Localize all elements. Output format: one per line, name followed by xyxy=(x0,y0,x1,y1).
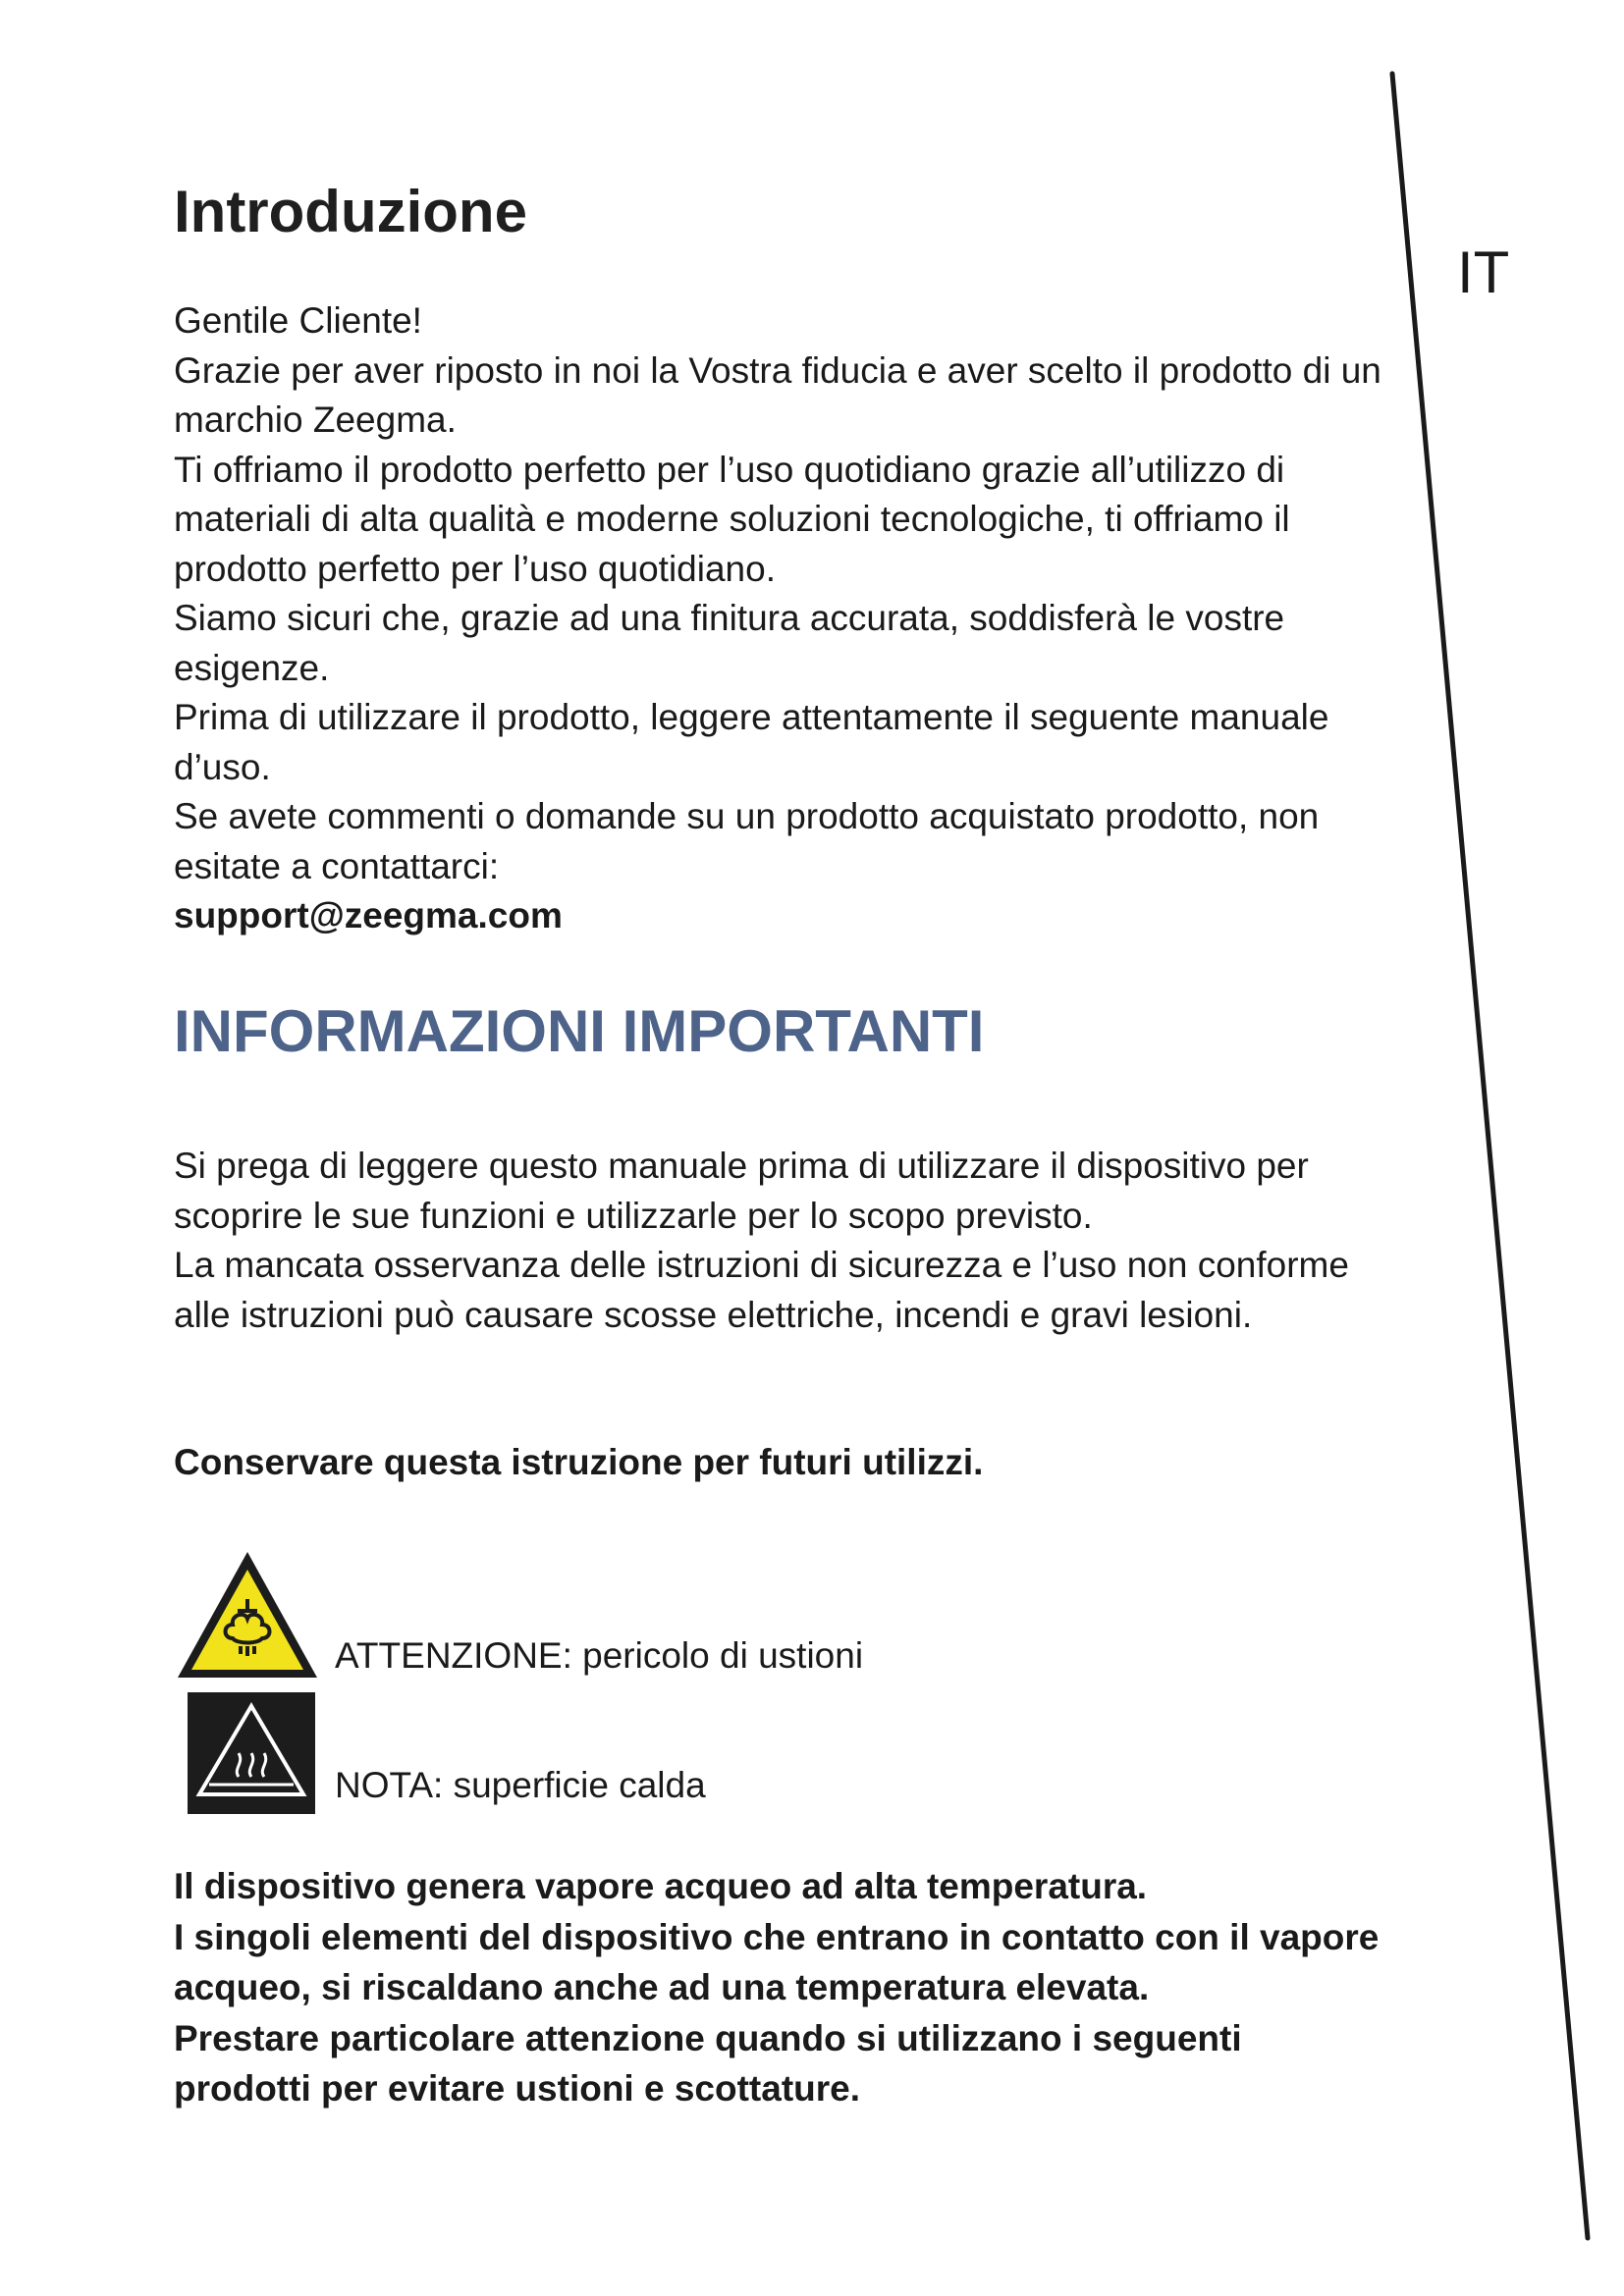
support-email-link[interactable]: support@zeegma.com xyxy=(174,895,563,935)
warning-line: Il dispositivo genera vapore acqueo ad alta temperatura. xyxy=(174,1866,1148,1906)
intro-paragraph: Grazie per aver riposto in noi la Vostra fiducia e aver scelto il prodotto di un marchio Zeegma. xyxy=(174,349,1381,440)
important-paragraph: Si prega di leggere questo manuale prima di utilizzare il dispositivo per scoprire le sue funzioni e utilizzarle per lo scopo previsto. xyxy=(174,1146,1309,1236)
hot-surface-label: NOTA: superficie calda xyxy=(335,1765,706,1805)
keep-instructions-note: Conservare questa istruzione per futuri utilizzi. xyxy=(174,1442,984,1482)
steam-warning-text xyxy=(174,1861,1381,2114)
intro-paragraph: Gentile Cliente! xyxy=(174,300,422,341)
hot-surface-icon xyxy=(188,1692,315,1814)
steam-burn-warning-icon xyxy=(174,1548,321,1682)
language-tab-label: IT xyxy=(1457,240,1510,305)
intro-heading: Introduzione xyxy=(174,179,527,244)
important-paragraph: La mancata osservanza delle istruzioni di sicurezza e l’uso non conforme alle istruzioni può causare scosse elettriche, incendi e gravi lesioni. xyxy=(174,1245,1349,1335)
intro-paragraph: Siamo sicuri che, grazie ad una finitura accurata, soddisferà le vostre esigenze. xyxy=(174,598,1285,688)
warning-line: I singoli elementi del dispositivo che entrano in contatto con il vapore acqueo, si riscaldano anche ad una temperatura elevata. xyxy=(174,1916,1380,2007)
important-info-heading: INFORMAZIONI IMPORTANTI xyxy=(174,998,985,1064)
intro-section xyxy=(174,296,1381,941)
intro-paragraph: Se avete commenti o domande su un prodotto acquistato prodotto, non esitate a contattarci: xyxy=(174,796,1320,886)
intro-paragraph: Prima di utilizzare il prodotto, leggere attentamente il seguente manuale d’uso. xyxy=(174,697,1329,787)
intro-paragraph: Ti offriamo il prodotto perfetto per l’uso quotidiano grazie all’utilizzo di materiali di alta qualità e moderne soluzioni tecnologiche, ti offriamo il prodotto perfetto per l’uso quotidiano. xyxy=(174,449,1290,589)
burn-warning-label: ATTENZIONE: pericolo di ustioni xyxy=(335,1635,864,1676)
warning-line: Prestare particolare attenzione quando si utilizzano i seguenti prodotti per evitare ustioni e scottature. xyxy=(174,2017,1242,2109)
important-info-section xyxy=(174,1142,1381,1340)
